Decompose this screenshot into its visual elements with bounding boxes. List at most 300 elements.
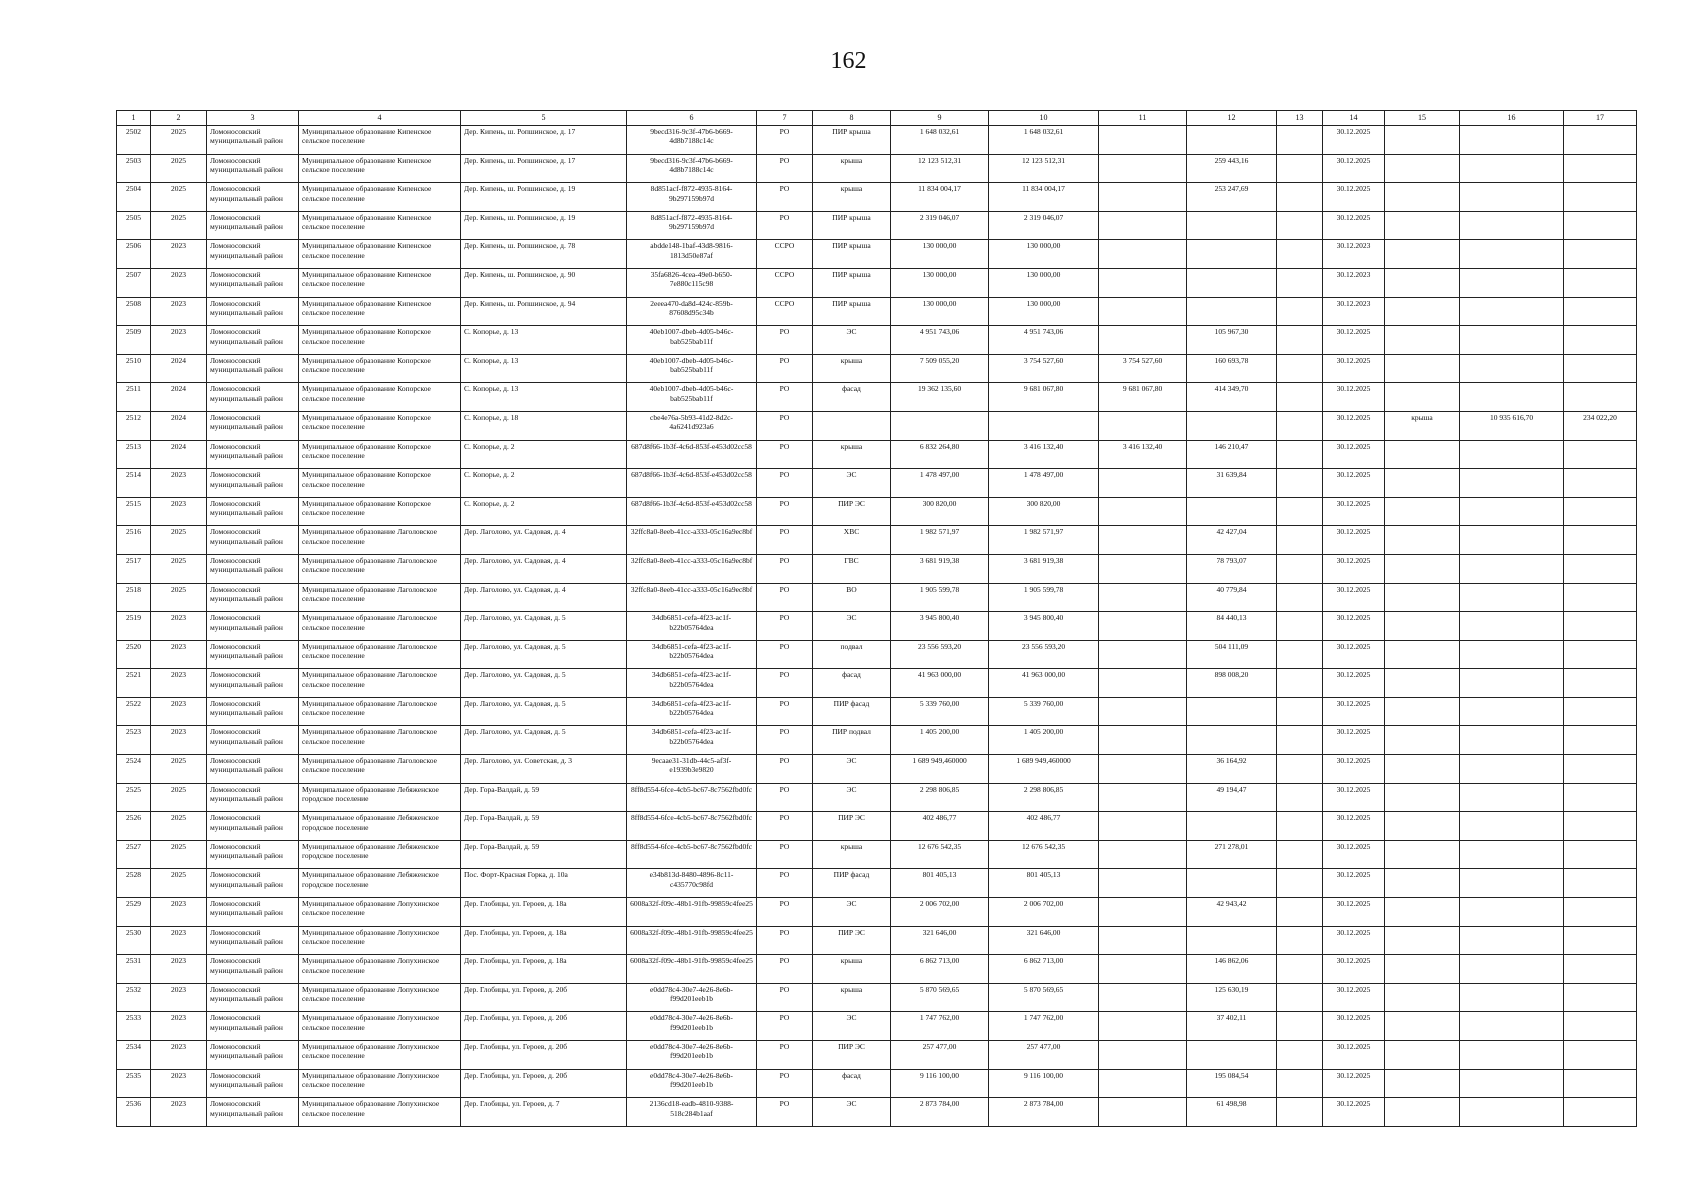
cell-col-1: 2517 bbox=[117, 554, 151, 583]
cell-col-2: 2025 bbox=[151, 783, 207, 812]
cell-col-12 bbox=[1187, 1041, 1277, 1070]
cell-col-8: ЭС bbox=[813, 755, 891, 784]
cell-col-4: Муниципальное образование Кипенское сельское поселение bbox=[299, 183, 461, 212]
cell-col-3: Ломоносовский муниципальный район bbox=[207, 1041, 299, 1070]
cell-col-5: Дер. Лаголово, ул. Садовая, д. 4 bbox=[461, 526, 627, 555]
cell-col-13 bbox=[1277, 1041, 1323, 1070]
cell-col-11 bbox=[1099, 869, 1187, 898]
cell-col-10: 11 834 004,17 bbox=[989, 183, 1099, 212]
cell-col-6: 34db6851-cefa-4f23-ac1f-b22b05764dea bbox=[627, 726, 757, 755]
cell-col-3: Ломоносовский муниципальный район bbox=[207, 697, 299, 726]
cell-col-11: 3 416 132,40 bbox=[1099, 440, 1187, 469]
cell-col-16 bbox=[1460, 612, 1564, 641]
cell-col-11 bbox=[1099, 926, 1187, 955]
cell-col-11 bbox=[1099, 1069, 1187, 1098]
cell-col-17: 234 022,20 bbox=[1564, 411, 1637, 440]
cell-col-14: 30.12.2025 bbox=[1323, 755, 1385, 784]
cell-col-11 bbox=[1099, 268, 1187, 297]
cell-col-6: 8ff8d554-6fce-4cb5-bc67-8c7562fbd0fc bbox=[627, 840, 757, 869]
table-row bbox=[117, 612, 1637, 641]
cell-col-10: 4 951 743,06 bbox=[989, 326, 1099, 355]
cell-col-5: Дер. Глобицы, ул. Героев, д. 20б bbox=[461, 1012, 627, 1041]
cell-col-4: Муниципальное образование Лаголовское сельское поселение bbox=[299, 583, 461, 612]
cell-col-8: подвал bbox=[813, 640, 891, 669]
cell-col-6: 35fa6826-4cea-49e0-b650-7e880c115c98 bbox=[627, 268, 757, 297]
cell-col-16 bbox=[1460, 526, 1564, 555]
cell-col-17 bbox=[1564, 154, 1637, 183]
cell-col-10: 3 681 919,38 bbox=[989, 554, 1099, 583]
cell-col-10: 1 405 200,00 bbox=[989, 726, 1099, 755]
cell-col-14: 30.12.2025 bbox=[1323, 154, 1385, 183]
cell-col-16 bbox=[1460, 697, 1564, 726]
cell-col-4: Муниципальное образование Лаголовское сельское поселение bbox=[299, 526, 461, 555]
table-row bbox=[117, 726, 1637, 755]
cell-col-2: 2023 bbox=[151, 697, 207, 726]
cell-col-13 bbox=[1277, 526, 1323, 555]
cell-col-9: 2 319 046,07 bbox=[891, 211, 989, 240]
cell-col-8: ПИР фасад bbox=[813, 869, 891, 898]
cell-col-13 bbox=[1277, 240, 1323, 269]
cell-col-5: Дер. Глобицы, ул. Героев, д. 20б bbox=[461, 1041, 627, 1070]
cell-col-14: 30.12.2025 bbox=[1323, 554, 1385, 583]
cell-col-11: 9 681 067,80 bbox=[1099, 383, 1187, 412]
cell-col-2: 2023 bbox=[151, 1098, 207, 1127]
cell-col-7: ССРО bbox=[757, 268, 813, 297]
cell-col-3: Ломоносовский муниципальный район bbox=[207, 497, 299, 526]
cell-col-17 bbox=[1564, 469, 1637, 498]
cell-col-1: 2515 bbox=[117, 497, 151, 526]
cell-col-9 bbox=[891, 411, 989, 440]
cell-col-4: Муниципальное образование Лаголовское сельское поселение bbox=[299, 669, 461, 698]
cell-col-11 bbox=[1099, 669, 1187, 698]
cell-col-16 bbox=[1460, 268, 1564, 297]
table-row bbox=[117, 697, 1637, 726]
cell-col-7: РО bbox=[757, 840, 813, 869]
cell-col-6: 40eb1007-dbeb-4d05-b46c-bab525bab11f bbox=[627, 354, 757, 383]
cell-col-8: ХВС bbox=[813, 526, 891, 555]
cell-col-12 bbox=[1187, 697, 1277, 726]
cell-col-15 bbox=[1385, 297, 1460, 326]
cell-col-8: крыша bbox=[813, 183, 891, 212]
table-row bbox=[117, 926, 1637, 955]
cell-col-11 bbox=[1099, 240, 1187, 269]
cell-col-15 bbox=[1385, 1041, 1460, 1070]
cell-col-2: 2025 bbox=[151, 183, 207, 212]
cell-col-10: 12 123 512,31 bbox=[989, 154, 1099, 183]
cell-col-14: 30.12.2025 bbox=[1323, 640, 1385, 669]
column-header-3: 3 bbox=[207, 111, 299, 126]
cell-col-14: 30.12.2025 bbox=[1323, 183, 1385, 212]
cell-col-11 bbox=[1099, 898, 1187, 927]
cell-col-2: 2023 bbox=[151, 1069, 207, 1098]
cell-col-12: 195 084,54 bbox=[1187, 1069, 1277, 1098]
cell-col-7: РО bbox=[757, 126, 813, 155]
cell-col-1: 2504 bbox=[117, 183, 151, 212]
cell-col-5: Дер. Гора-Валдай, д. 59 bbox=[461, 840, 627, 869]
cell-col-15 bbox=[1385, 440, 1460, 469]
cell-col-7: РО bbox=[757, 354, 813, 383]
cell-col-1: 2505 bbox=[117, 211, 151, 240]
cell-col-9: 1 478 497,00 bbox=[891, 469, 989, 498]
cell-col-4: Муниципальное образование Кипенское сельское поселение bbox=[299, 240, 461, 269]
column-header-11: 11 bbox=[1099, 111, 1187, 126]
cell-col-1: 2518 bbox=[117, 583, 151, 612]
cell-col-3: Ломоносовский муниципальный район bbox=[207, 469, 299, 498]
cell-col-15 bbox=[1385, 554, 1460, 583]
cell-col-7: ССРО bbox=[757, 240, 813, 269]
cell-col-10: 41 963 000,00 bbox=[989, 669, 1099, 698]
cell-col-6: 34db6851-cefa-4f23-ac1f-b22b05764dea bbox=[627, 640, 757, 669]
cell-col-17 bbox=[1564, 697, 1637, 726]
cell-col-16 bbox=[1460, 440, 1564, 469]
cell-col-6: 40eb1007-dbeb-4d05-b46c-bab525bab11f bbox=[627, 383, 757, 412]
cell-col-11 bbox=[1099, 755, 1187, 784]
cell-col-4: Муниципальное образование Лаголовское сельское поселение bbox=[299, 554, 461, 583]
cell-col-5: Дер. Кипень, ш. Ропшинское, д. 17 bbox=[461, 154, 627, 183]
cell-col-8: ПИР фасад bbox=[813, 697, 891, 726]
cell-col-1: 2507 bbox=[117, 268, 151, 297]
cell-col-12: 61 498,98 bbox=[1187, 1098, 1277, 1127]
cell-col-9: 41 963 000,00 bbox=[891, 669, 989, 698]
cell-col-12 bbox=[1187, 268, 1277, 297]
cell-col-14: 30.12.2025 bbox=[1323, 497, 1385, 526]
cell-col-17 bbox=[1564, 126, 1637, 155]
cell-col-2: 2023 bbox=[151, 240, 207, 269]
cell-col-2: 2025 bbox=[151, 583, 207, 612]
cell-col-4: Муниципальное образование Лопухинское сельское поселение bbox=[299, 955, 461, 984]
cell-col-16 bbox=[1460, 554, 1564, 583]
cell-col-15 bbox=[1385, 869, 1460, 898]
cell-col-5: Дер. Глобицы, ул. Героев, д. 18а bbox=[461, 926, 627, 955]
cell-col-4: Муниципальное образование Копорское сельское поселение bbox=[299, 411, 461, 440]
column-header-12: 12 bbox=[1187, 111, 1277, 126]
page-number: 162 bbox=[830, 48, 867, 74]
cell-col-17 bbox=[1564, 1069, 1637, 1098]
cell-col-3: Ломоносовский муниципальный район bbox=[207, 383, 299, 412]
cell-col-9: 2 006 702,00 bbox=[891, 898, 989, 927]
cell-col-9: 1 982 571,97 bbox=[891, 526, 989, 555]
cell-col-5: Дер. Лаголово, ул. Садовая, д. 4 bbox=[461, 583, 627, 612]
cell-col-14: 30.12.2025 bbox=[1323, 383, 1385, 412]
cell-col-12: 36 164,92 bbox=[1187, 755, 1277, 784]
cell-col-4: Муниципальное образование Кипенское сельское поселение bbox=[299, 211, 461, 240]
table-row bbox=[117, 126, 1637, 155]
cell-col-14: 30.12.2023 bbox=[1323, 297, 1385, 326]
cell-col-10: 6 862 713,00 bbox=[989, 955, 1099, 984]
table-row bbox=[117, 1041, 1637, 1070]
cell-col-1: 2536 bbox=[117, 1098, 151, 1127]
cell-col-3: Ломоносовский муниципальный район bbox=[207, 869, 299, 898]
cell-col-13 bbox=[1277, 297, 1323, 326]
cell-col-3: Ломоносовский муниципальный район bbox=[207, 898, 299, 927]
cell-col-9: 1 405 200,00 bbox=[891, 726, 989, 755]
register-table bbox=[116, 110, 1637, 1127]
cell-col-9: 12 676 542,35 bbox=[891, 840, 989, 869]
cell-col-11 bbox=[1099, 554, 1187, 583]
cell-col-2: 2023 bbox=[151, 326, 207, 355]
table-row bbox=[117, 240, 1637, 269]
table-row bbox=[117, 554, 1637, 583]
cell-col-4: Муниципальное образование Копорское сельское поселение bbox=[299, 497, 461, 526]
cell-col-17 bbox=[1564, 869, 1637, 898]
cell-col-10: 1 982 571,97 bbox=[989, 526, 1099, 555]
cell-col-16 bbox=[1460, 955, 1564, 984]
cell-col-17 bbox=[1564, 268, 1637, 297]
cell-col-5: Дер. Кипень, ш. Ропшинское, д. 90 bbox=[461, 268, 627, 297]
cell-col-12: 84 440,13 bbox=[1187, 612, 1277, 641]
cell-col-4: Муниципальное образование Лопухинское сельское поселение bbox=[299, 1041, 461, 1070]
cell-col-6: 8ff8d554-6fce-4cb5-bc67-8c7562fbd0fc bbox=[627, 783, 757, 812]
cell-col-4: Муниципальное образование Копорское сельское поселение bbox=[299, 469, 461, 498]
cell-col-12: 42 943,42 bbox=[1187, 898, 1277, 927]
cell-col-7: РО bbox=[757, 755, 813, 784]
cell-col-11 bbox=[1099, 726, 1187, 755]
cell-col-7: РО bbox=[757, 926, 813, 955]
cell-col-9: 1 648 032,61 bbox=[891, 126, 989, 155]
cell-col-10: 12 676 542,35 bbox=[989, 840, 1099, 869]
cell-col-9: 2 298 806,85 bbox=[891, 783, 989, 812]
cell-col-1: 2510 bbox=[117, 354, 151, 383]
cell-col-17 bbox=[1564, 240, 1637, 269]
cell-col-4: Муниципальное образование Лаголовское сельское поселение bbox=[299, 755, 461, 784]
cell-col-10: 1 905 599,78 bbox=[989, 583, 1099, 612]
cell-col-4: Муниципальное образование Лопухинское сельское поселение bbox=[299, 898, 461, 927]
cell-col-10 bbox=[989, 411, 1099, 440]
cell-col-11 bbox=[1099, 526, 1187, 555]
cell-col-4: Муниципальное образование Лебяженское городское поселение bbox=[299, 869, 461, 898]
cell-col-14: 30.12.2025 bbox=[1323, 583, 1385, 612]
cell-col-5: Дер. Кипень, ш. Ропшинское, д. 94 bbox=[461, 297, 627, 326]
cell-col-12: 146 210,47 bbox=[1187, 440, 1277, 469]
cell-col-11 bbox=[1099, 411, 1187, 440]
cell-col-14: 30.12.2025 bbox=[1323, 612, 1385, 641]
cell-col-5: С. Копорье, д. 13 bbox=[461, 326, 627, 355]
cell-col-9: 257 477,00 bbox=[891, 1041, 989, 1070]
cell-col-8: ПИР ЭС bbox=[813, 1041, 891, 1070]
cell-col-15 bbox=[1385, 326, 1460, 355]
column-header-8: 8 bbox=[813, 111, 891, 126]
cell-col-1: 2514 bbox=[117, 469, 151, 498]
cell-col-15 bbox=[1385, 1012, 1460, 1041]
column-header-10: 10 bbox=[989, 111, 1099, 126]
cell-col-2: 2023 bbox=[151, 612, 207, 641]
cell-col-5: С. Копорье, д. 13 bbox=[461, 383, 627, 412]
cell-col-12: 42 427,04 bbox=[1187, 526, 1277, 555]
cell-col-7: РО bbox=[757, 955, 813, 984]
cell-col-2: 2024 bbox=[151, 440, 207, 469]
cell-col-8: крыша bbox=[813, 154, 891, 183]
cell-col-4: Муниципальное образование Кипенское сельское поселение bbox=[299, 268, 461, 297]
cell-col-8: ЭС bbox=[813, 898, 891, 927]
cell-col-14: 30.12.2025 bbox=[1323, 354, 1385, 383]
cell-col-13 bbox=[1277, 268, 1323, 297]
cell-col-5: Дер. Кипень, ш. Ропшинское, д. 17 bbox=[461, 126, 627, 155]
cell-col-5: Дер. Глобицы, ул. Героев, д. 20б bbox=[461, 983, 627, 1012]
table-row bbox=[117, 297, 1637, 326]
table-row bbox=[117, 583, 1637, 612]
cell-col-6: 2eeea470-da8d-424c-859b-87608d95c34b bbox=[627, 297, 757, 326]
cell-col-11 bbox=[1099, 183, 1187, 212]
cell-col-11 bbox=[1099, 640, 1187, 669]
cell-col-4: Муниципальное образование Лебяженское городское поселение bbox=[299, 840, 461, 869]
cell-col-2: 2023 bbox=[151, 1012, 207, 1041]
cell-col-2: 2025 bbox=[151, 840, 207, 869]
cell-col-10: 3 416 132,40 bbox=[989, 440, 1099, 469]
cell-col-7: РО bbox=[757, 497, 813, 526]
cell-col-16 bbox=[1460, 983, 1564, 1012]
cell-col-14: 30.12.2023 bbox=[1323, 268, 1385, 297]
cell-col-2: 2023 bbox=[151, 926, 207, 955]
column-header-4: 4 bbox=[299, 111, 461, 126]
cell-col-6: 6008a32f-f09c-48b1-91fb-99859c4fee25 bbox=[627, 926, 757, 955]
cell-col-16 bbox=[1460, 840, 1564, 869]
cell-col-6: abdde148-1baf-43d8-9816-1813d50e87af bbox=[627, 240, 757, 269]
cell-col-13 bbox=[1277, 1098, 1323, 1127]
cell-col-4: Муниципальное образование Лаголовское сельское поселение bbox=[299, 697, 461, 726]
cell-col-9: 1 905 599,78 bbox=[891, 583, 989, 612]
cell-col-6: 40eb1007-dbeb-4d05-b46c-bab525bab11f bbox=[627, 326, 757, 355]
table-row bbox=[117, 383, 1637, 412]
table-row bbox=[117, 669, 1637, 698]
cell-col-6: 8d851acf-f872-4935-8164-9b297159b97d bbox=[627, 211, 757, 240]
cell-col-10: 1 747 762,00 bbox=[989, 1012, 1099, 1041]
cell-col-1: 2528 bbox=[117, 869, 151, 898]
cell-col-2: 2025 bbox=[151, 554, 207, 583]
cell-col-16 bbox=[1460, 240, 1564, 269]
cell-col-17 bbox=[1564, 1012, 1637, 1041]
cell-col-7: РО bbox=[757, 1098, 813, 1127]
cell-col-14: 30.12.2023 bbox=[1323, 240, 1385, 269]
cell-col-10: 9 116 100,00 bbox=[989, 1069, 1099, 1098]
table-row bbox=[117, 183, 1637, 212]
cell-col-13 bbox=[1277, 154, 1323, 183]
table-row bbox=[117, 898, 1637, 927]
cell-col-2: 2024 bbox=[151, 354, 207, 383]
column-header-2: 2 bbox=[151, 111, 207, 126]
cell-col-1: 2524 bbox=[117, 755, 151, 784]
table-row bbox=[117, 326, 1637, 355]
cell-col-12: 49 194,47 bbox=[1187, 783, 1277, 812]
cell-col-10: 801 405,13 bbox=[989, 869, 1099, 898]
cell-col-3: Ломоносовский муниципальный район bbox=[207, 183, 299, 212]
cell-col-8: ПИР крыша bbox=[813, 297, 891, 326]
cell-col-6: cbe4e76a-5b93-41d2-8d2c-4a6241d923a6 bbox=[627, 411, 757, 440]
cell-col-6: 32ffc8a0-8eeb-41cc-a333-05c16a9ec8bf bbox=[627, 526, 757, 555]
cell-col-15 bbox=[1385, 469, 1460, 498]
cell-col-11: 3 754 527,60 bbox=[1099, 354, 1187, 383]
cell-col-11 bbox=[1099, 783, 1187, 812]
cell-col-14: 30.12.2025 bbox=[1323, 1012, 1385, 1041]
cell-col-9: 402 486,77 bbox=[891, 812, 989, 841]
cell-col-6: 9becd316-9c3f-47b6-b669-4d8b7188c14c bbox=[627, 126, 757, 155]
cell-col-17 bbox=[1564, 354, 1637, 383]
cell-col-9: 5 339 760,00 bbox=[891, 697, 989, 726]
cell-col-5: Дер. Лаголово, ул. Садовая, д. 5 bbox=[461, 697, 627, 726]
cell-col-1: 2521 bbox=[117, 669, 151, 698]
cell-col-1: 2526 bbox=[117, 812, 151, 841]
cell-col-2: 2025 bbox=[151, 526, 207, 555]
cell-col-10: 5 339 760,00 bbox=[989, 697, 1099, 726]
cell-col-7: РО bbox=[757, 154, 813, 183]
cell-col-16 bbox=[1460, 126, 1564, 155]
cell-col-15 bbox=[1385, 812, 1460, 841]
cell-col-8: ПИР крыша bbox=[813, 240, 891, 269]
cell-col-17 bbox=[1564, 955, 1637, 984]
cell-col-1: 2525 bbox=[117, 783, 151, 812]
cell-col-1: 2533 bbox=[117, 1012, 151, 1041]
cell-col-8: крыша bbox=[813, 840, 891, 869]
cell-col-12: 898 008,20 bbox=[1187, 669, 1277, 698]
cell-col-15 bbox=[1385, 211, 1460, 240]
cell-col-6: 34db6851-cefa-4f23-ac1f-b22b05764dea bbox=[627, 669, 757, 698]
cell-col-7: РО bbox=[757, 383, 813, 412]
cell-col-6: 687d8f66-1b3f-4c6d-853f-e453d02cc58 bbox=[627, 440, 757, 469]
cell-col-17 bbox=[1564, 783, 1637, 812]
cell-col-13 bbox=[1277, 640, 1323, 669]
cell-col-10: 2 319 046,07 bbox=[989, 211, 1099, 240]
cell-col-4: Муниципальное образование Лаголовское сельское поселение bbox=[299, 726, 461, 755]
cell-col-11 bbox=[1099, 469, 1187, 498]
cell-col-11 bbox=[1099, 697, 1187, 726]
cell-col-13 bbox=[1277, 326, 1323, 355]
cell-col-14: 30.12.2025 bbox=[1323, 1041, 1385, 1070]
cell-col-2: 2025 bbox=[151, 869, 207, 898]
cell-col-17 bbox=[1564, 497, 1637, 526]
table-row bbox=[117, 840, 1637, 869]
cell-col-13 bbox=[1277, 211, 1323, 240]
cell-col-16 bbox=[1460, 211, 1564, 240]
cell-col-1: 2503 bbox=[117, 154, 151, 183]
cell-col-14: 30.12.2025 bbox=[1323, 726, 1385, 755]
cell-col-12: 146 862,06 bbox=[1187, 955, 1277, 984]
cell-col-14: 30.12.2025 bbox=[1323, 1069, 1385, 1098]
cell-col-7: РО bbox=[757, 726, 813, 755]
cell-col-10: 1 648 032,61 bbox=[989, 126, 1099, 155]
cell-col-7: РО bbox=[757, 1041, 813, 1070]
cell-col-13 bbox=[1277, 697, 1323, 726]
cell-col-8: крыша bbox=[813, 440, 891, 469]
cell-col-7: РО bbox=[757, 326, 813, 355]
cell-col-3: Ломоносовский муниципальный район bbox=[207, 983, 299, 1012]
cell-col-17 bbox=[1564, 383, 1637, 412]
table-row bbox=[117, 812, 1637, 841]
cell-col-15 bbox=[1385, 783, 1460, 812]
cell-col-17 bbox=[1564, 297, 1637, 326]
cell-col-5: Дер. Глобицы, ул. Героев, д. 20б bbox=[461, 1069, 627, 1098]
cell-col-1: 2527 bbox=[117, 840, 151, 869]
cell-col-9: 130 000,00 bbox=[891, 297, 989, 326]
table-row bbox=[117, 869, 1637, 898]
cell-col-14: 30.12.2025 bbox=[1323, 983, 1385, 1012]
cell-col-6: 8ff8d554-6fce-4cb5-bc67-8c7562fbd0fc bbox=[627, 812, 757, 841]
cell-col-1: 2531 bbox=[117, 955, 151, 984]
cell-col-9: 801 405,13 bbox=[891, 869, 989, 898]
cell-col-17 bbox=[1564, 612, 1637, 641]
cell-col-6: 8d851acf-f872-4935-8164-9b297159b97d bbox=[627, 183, 757, 212]
cell-col-6: e0dd78c4-30e7-4e26-8e6b-f99d201eeb1b bbox=[627, 1041, 757, 1070]
cell-col-11 bbox=[1099, 326, 1187, 355]
cell-col-11 bbox=[1099, 1012, 1187, 1041]
cell-col-6: 32ffc8a0-8eeb-41cc-a333-05c16a9ec8bf bbox=[627, 554, 757, 583]
cell-col-4: Муниципальное образование Лаголовское сельское поселение bbox=[299, 640, 461, 669]
cell-col-14: 30.12.2025 bbox=[1323, 955, 1385, 984]
cell-col-14: 30.12.2025 bbox=[1323, 211, 1385, 240]
cell-col-5: Пос. Форт-Красная Горка, д. 10а bbox=[461, 869, 627, 898]
cell-col-16 bbox=[1460, 497, 1564, 526]
cell-col-8 bbox=[813, 411, 891, 440]
column-header-17: 17 bbox=[1564, 111, 1637, 126]
cell-col-17 bbox=[1564, 326, 1637, 355]
